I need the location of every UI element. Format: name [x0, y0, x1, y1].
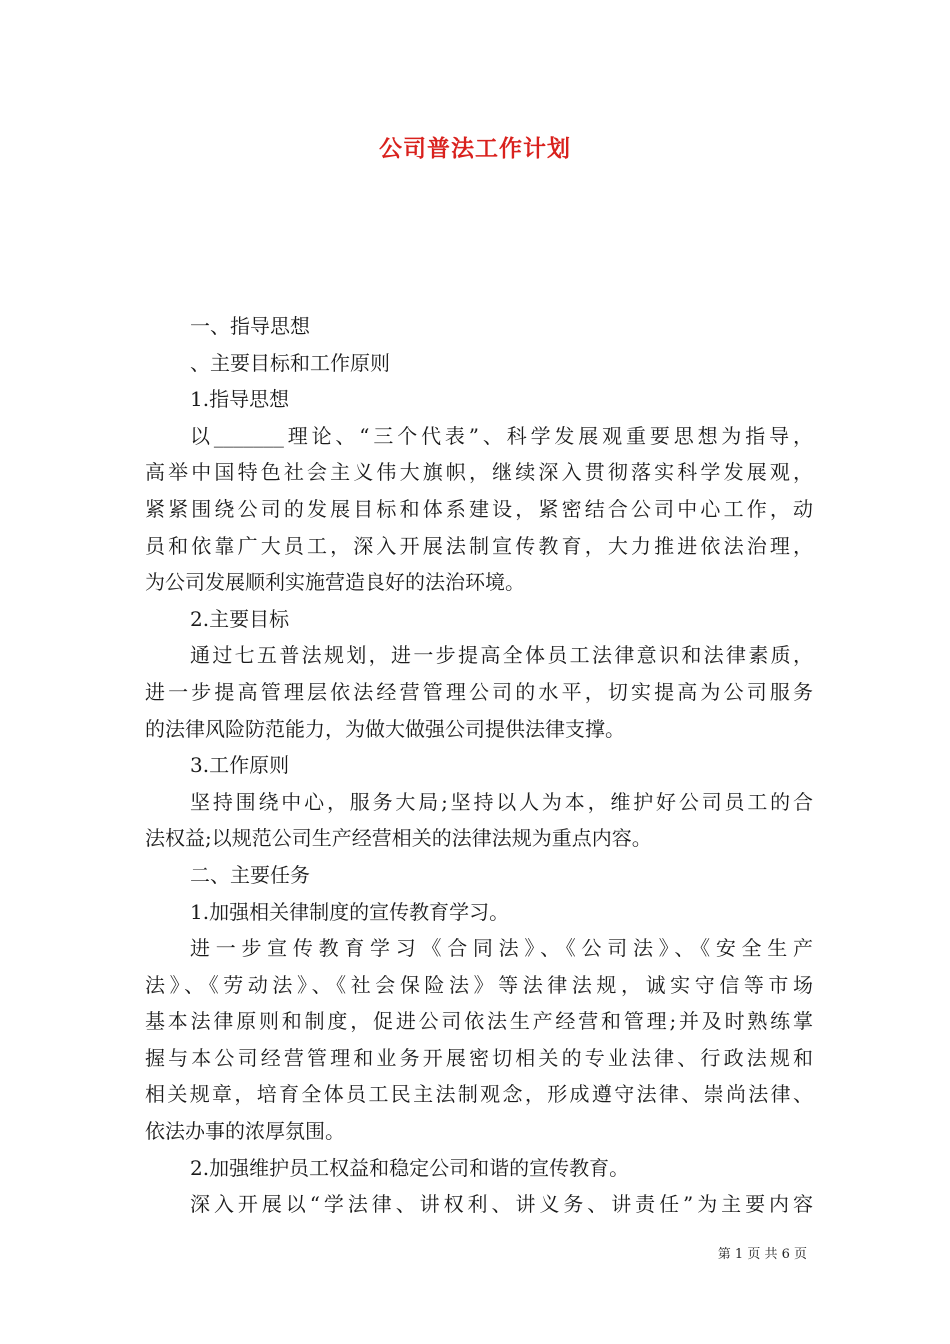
paragraph-line: 依法办事的浓厚氛围。	[145, 1119, 345, 1144]
item-heading: 2.加强维护员工权益和稳定公司和谐的宣传教育。	[190, 1155, 630, 1180]
section-heading: 二、主要任务	[190, 862, 310, 887]
paragraph-line: 法权益;以规范公司生产经营相关的法律法规为重点内容。	[145, 826, 652, 851]
paragraph-line: 员和依靠广大员工，深入开展法制宣传教育，大力推进依法治理，	[145, 533, 813, 558]
subsection-heading: 、主要目标和工作原则	[190, 350, 390, 375]
paragraph-line: 基本法律原则和制度，促进公司依法生产经营和管理;并及时熟练掌	[145, 1009, 813, 1034]
page-number: 第 1 页 共 6 页	[717, 1247, 807, 1262]
paragraph-line: 的法律风险防范能力，为做大做强公司提供法律支撑。	[145, 716, 625, 741]
paragraph-line: 高举中国特色社会主义伟大旗帜，继续深入贯彻落实科学发展观，	[145, 460, 813, 485]
paragraph-line: 坚持围绕中心，服务大局;坚持以人为本，维护好公司员工的合	[190, 789, 813, 814]
paragraph-line: 法》、《劳动法》、《社会保险法》等法律法规，诚实守信等市场	[145, 972, 813, 997]
paragraph-line: 通过七五普法规划，进一步提高全体员工法律意识和法律素质，	[190, 643, 813, 668]
document-title: 公司普法工作计划	[379, 135, 571, 162]
paragraph-line: 深入开展以“学法律、讲权利、讲义务、讲责任”为主要内容	[190, 1192, 813, 1217]
paragraph-line: 以_______理论、“三个代表”、科学发展观重要思想为指导，	[190, 423, 813, 448]
item-heading: 1.指导思想	[190, 387, 290, 412]
item-heading: 1.加强相关律制度的宣传教育学习。	[190, 899, 510, 924]
document-body	[145, 308, 813, 1223]
paragraph-line: 紧紧围绕公司的发展目标和体系建设，紧密结合公司中心工作，动	[145, 496, 813, 521]
item-heading: 2.主要目标	[190, 606, 290, 631]
paragraph-line: 握与本公司经营管理和业务开展密切相关的专业法律、行政法规和	[145, 1045, 813, 1070]
paragraph-line: 进一步提高管理层依法经营管理公司的水平，切实提高为公司服务	[145, 679, 813, 704]
paragraph-line: 进一步宣传教育学习《合同法》、《公司法》、《安全生产	[190, 936, 813, 961]
paragraph-line: 相关规章，培育全体员工民主法制观念，形成遵守法律、崇尚法律、	[145, 1082, 813, 1107]
section-heading: 一、指导思想	[190, 314, 310, 338]
paragraph-line: 为公司发展顺利实施营造良好的法治环境。	[145, 570, 525, 595]
item-heading: 3.工作原则	[190, 753, 290, 778]
